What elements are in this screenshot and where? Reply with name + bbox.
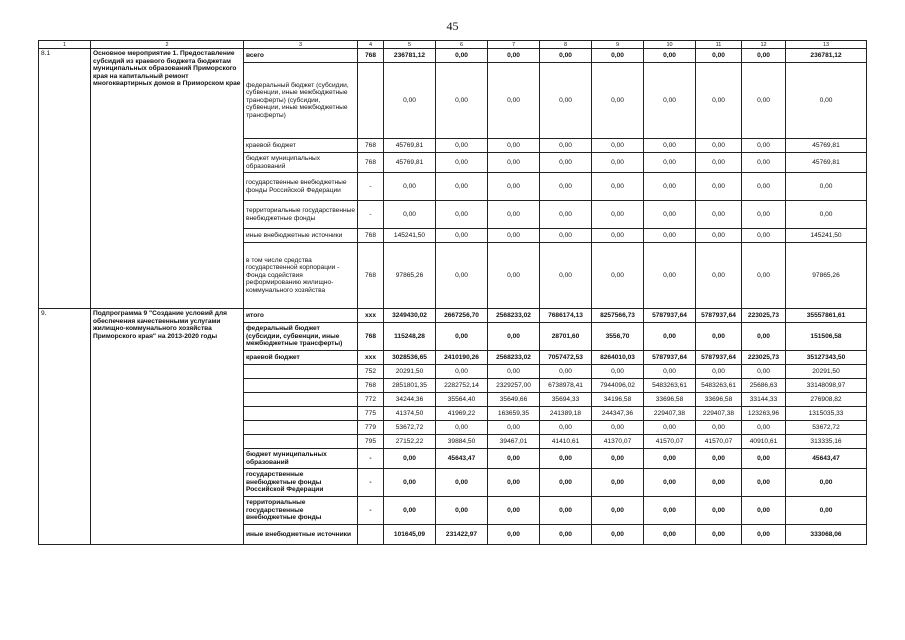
year-value: 0,00 bbox=[696, 525, 742, 545]
total-value: 45769,81 bbox=[786, 139, 867, 153]
total-value: 0,00 bbox=[786, 469, 867, 497]
year-value: 28701,60 bbox=[540, 323, 592, 351]
year-value: 115248,28 bbox=[384, 323, 436, 351]
year-value: 0,00 bbox=[540, 153, 592, 173]
year-value: 0,00 bbox=[644, 201, 696, 229]
column-number-1: 1 bbox=[39, 41, 91, 49]
year-value: 0,00 bbox=[644, 469, 696, 497]
year-value: 0,00 bbox=[592, 497, 644, 525]
year-value: 3556,70 bbox=[592, 323, 644, 351]
year-value: 0,00 bbox=[742, 153, 786, 173]
funding-source: государственные внебюджетные фонды Российской Федерации bbox=[244, 469, 358, 497]
year-value: 0,00 bbox=[742, 139, 786, 153]
year-value: 20291,50 bbox=[384, 365, 436, 379]
year-value: 0,00 bbox=[592, 525, 644, 545]
year-value: 241389,18 bbox=[540, 407, 592, 421]
total-value: 35557861,61 bbox=[786, 309, 867, 323]
year-value: 101645,09 bbox=[384, 525, 436, 545]
year-value: 0,00 bbox=[696, 139, 742, 153]
year-value: 0,00 bbox=[540, 449, 592, 469]
year-value: 45769,81 bbox=[384, 139, 436, 153]
year-value: 39467,01 bbox=[488, 435, 540, 449]
budget-code bbox=[358, 63, 384, 139]
year-value: 0,00 bbox=[436, 153, 488, 173]
year-value: 0,00 bbox=[384, 469, 436, 497]
year-value: 0,00 bbox=[488, 153, 540, 173]
funding-source: государственные внебюджетные фонды Российской Федерации bbox=[244, 173, 358, 201]
total-value: 313335,16 bbox=[786, 435, 867, 449]
year-value: 0,00 bbox=[540, 497, 592, 525]
year-value: 45643,47 bbox=[436, 449, 488, 469]
year-value: 2410190,26 bbox=[436, 351, 488, 365]
year-value: 0,00 bbox=[696, 63, 742, 139]
year-value: 0,00 bbox=[644, 49, 696, 63]
funding-source: итого bbox=[244, 309, 358, 323]
column-number-12: 12 bbox=[742, 41, 786, 49]
year-value: 0,00 bbox=[488, 365, 540, 379]
funding-source: бюджет муниципальных образований bbox=[244, 449, 358, 469]
year-value: 0,00 bbox=[540, 139, 592, 153]
budget-code: 768 bbox=[358, 323, 384, 351]
year-value: 33696,58 bbox=[644, 393, 696, 407]
total-value: 35127343,50 bbox=[786, 351, 867, 365]
year-value: 0,00 bbox=[488, 449, 540, 469]
year-value: 41969,22 bbox=[436, 407, 488, 421]
year-value: 0,00 bbox=[644, 421, 696, 435]
year-value: 0,00 bbox=[696, 243, 742, 309]
funding-source bbox=[244, 393, 358, 407]
budget-table bbox=[38, 40, 867, 545]
funding-source bbox=[244, 435, 358, 449]
year-value: 33144,33 bbox=[742, 393, 786, 407]
year-value: 0,00 bbox=[436, 323, 488, 351]
year-value: 0,00 bbox=[436, 229, 488, 243]
year-value: 0,00 bbox=[436, 365, 488, 379]
year-value: 0,00 bbox=[488, 323, 540, 351]
total-value: 0,00 bbox=[786, 497, 867, 525]
measure-8-1-row bbox=[39, 49, 867, 63]
budget-code: xxx bbox=[358, 309, 384, 323]
total-value: 236781,12 bbox=[786, 49, 867, 63]
budget-code: 779 bbox=[358, 421, 384, 435]
column-number-10: 10 bbox=[644, 41, 696, 49]
year-value: 0,00 bbox=[592, 139, 644, 153]
year-value: 45769,81 bbox=[384, 153, 436, 173]
year-value: 7944096,02 bbox=[592, 379, 644, 393]
funding-source: краевой бюджет bbox=[244, 139, 358, 153]
year-value: 236781,12 bbox=[384, 49, 436, 63]
year-value: 35564,40 bbox=[436, 393, 488, 407]
year-value: 0,00 bbox=[742, 49, 786, 63]
column-number-4: 4 bbox=[358, 41, 384, 49]
year-value: 0,00 bbox=[696, 365, 742, 379]
budget-code: 768 bbox=[358, 139, 384, 153]
total-value: 333068,06 bbox=[786, 525, 867, 545]
year-value: 0,00 bbox=[592, 449, 644, 469]
year-value: 2282752,14 bbox=[436, 379, 488, 393]
year-value: 5483263,61 bbox=[644, 379, 696, 393]
year-value: 33696,58 bbox=[696, 393, 742, 407]
year-value: 2568233,02 bbox=[488, 309, 540, 323]
column-number-7: 7 bbox=[488, 41, 540, 49]
column-number-8: 8 bbox=[540, 41, 592, 49]
budget-code: 768 bbox=[358, 379, 384, 393]
funding-source: краевой бюджет bbox=[244, 351, 358, 365]
year-value: 0,00 bbox=[488, 173, 540, 201]
year-value: 41370,07 bbox=[592, 435, 644, 449]
year-value: 27152,22 bbox=[384, 435, 436, 449]
year-value: 0,00 bbox=[696, 421, 742, 435]
year-value: 0,00 bbox=[696, 49, 742, 63]
year-value: 223025,73 bbox=[742, 309, 786, 323]
year-value: 5483263,61 bbox=[696, 379, 742, 393]
year-value: 0,00 bbox=[436, 139, 488, 153]
year-value: 0,00 bbox=[644, 525, 696, 545]
year-value: 0,00 bbox=[592, 469, 644, 497]
column-number-2: 2 bbox=[91, 41, 244, 49]
year-value: 0,00 bbox=[644, 153, 696, 173]
year-value: 145241,50 bbox=[384, 229, 436, 243]
year-value: 0,00 bbox=[592, 421, 644, 435]
budget-code: 795 bbox=[358, 435, 384, 449]
year-value: 0,00 bbox=[384, 449, 436, 469]
total-value: 145241,50 bbox=[786, 229, 867, 243]
total-value: 20291,50 bbox=[786, 365, 867, 379]
column-number-13: 13 bbox=[786, 41, 867, 49]
year-value: 7686174,13 bbox=[540, 309, 592, 323]
page-number: 45 bbox=[446, 19, 459, 33]
year-value: 0,00 bbox=[488, 525, 540, 545]
total-value: 53672,72 bbox=[786, 421, 867, 435]
item-number: 8.1 bbox=[39, 49, 91, 309]
year-value: 0,00 bbox=[384, 173, 436, 201]
budget-code: - bbox=[358, 469, 384, 497]
year-value: 0,00 bbox=[592, 153, 644, 173]
year-value: 0,00 bbox=[644, 323, 696, 351]
year-value: 0,00 bbox=[436, 201, 488, 229]
year-value: 0,00 bbox=[696, 449, 742, 469]
budget-code: 768 bbox=[358, 153, 384, 173]
year-value: 41570,07 bbox=[644, 435, 696, 449]
funding-source: бюджет муниципальных образований bbox=[244, 153, 358, 173]
budget-code: - bbox=[358, 449, 384, 469]
funding-source: в том числе средства государственной корпорации - Фонда содействия реформированию жилищно-коммунального хозяйства bbox=[244, 243, 358, 309]
year-value: 0,00 bbox=[488, 49, 540, 63]
year-value: 0,00 bbox=[540, 49, 592, 63]
item-number: 9. bbox=[39, 309, 91, 545]
year-value: 0,00 bbox=[540, 173, 592, 201]
budget-code: 768 bbox=[358, 49, 384, 63]
year-value: 0,00 bbox=[540, 63, 592, 139]
total-value: 45643,47 bbox=[786, 449, 867, 469]
year-value: 0,00 bbox=[644, 173, 696, 201]
year-value: 0,00 bbox=[436, 63, 488, 139]
item-title: Основное мероприятие 1. Предоставление субсидий из краевого бюджета бюджетам муниципальных образований Приморского края на капитальный ремонт многоквартирных домов в Приморском крае bbox=[91, 49, 244, 309]
year-value: 0,00 bbox=[644, 365, 696, 379]
year-value: 0,00 bbox=[742, 421, 786, 435]
year-value: 0,00 bbox=[540, 469, 592, 497]
funding-source: федеральный бюджет (субсидии, субвенции, иные межбюджетные трансферты) (субсидии, субвенции, иные межбюджетные трансферты) bbox=[244, 63, 358, 139]
year-value: 0,00 bbox=[696, 469, 742, 497]
funding-source bbox=[244, 421, 358, 435]
year-value: 0,00 bbox=[592, 173, 644, 201]
budget-code: 775 bbox=[358, 407, 384, 421]
year-value: 0,00 bbox=[592, 243, 644, 309]
year-value: 0,00 bbox=[644, 243, 696, 309]
year-value: 123263,96 bbox=[742, 407, 786, 421]
year-value: 0,00 bbox=[742, 63, 786, 139]
year-value: 0,00 bbox=[696, 323, 742, 351]
year-value: 5787937,64 bbox=[696, 309, 742, 323]
year-value: 0,00 bbox=[696, 173, 742, 201]
year-value: 223025,73 bbox=[742, 351, 786, 365]
total-value: 0,00 bbox=[786, 63, 867, 139]
year-value: 0,00 bbox=[488, 139, 540, 153]
year-value: 0,00 bbox=[742, 201, 786, 229]
year-value: 0,00 bbox=[644, 497, 696, 525]
year-value: 5787937,64 bbox=[696, 351, 742, 365]
year-value: 0,00 bbox=[488, 421, 540, 435]
year-value: 0,00 bbox=[742, 229, 786, 243]
budget-code: xxx bbox=[358, 351, 384, 365]
year-value: 0,00 bbox=[540, 201, 592, 229]
year-value: 0,00 bbox=[592, 229, 644, 243]
total-value: 45769,81 bbox=[786, 153, 867, 173]
funding-source bbox=[244, 365, 358, 379]
funding-source: территориальные государственные внебюджетные фонды bbox=[244, 497, 358, 525]
year-value: 25686,63 bbox=[742, 379, 786, 393]
item-title: Подпрограмма 9 "Создание условий для обеспечения качественными услугами жилищно-коммунального хозяйства Приморского края" на 2013-2020 годы bbox=[91, 309, 244, 545]
total-value: 0,00 bbox=[786, 173, 867, 201]
year-value: 0,00 bbox=[488, 469, 540, 497]
year-value: 0,00 bbox=[644, 63, 696, 139]
year-value: 2568233,02 bbox=[488, 351, 540, 365]
year-value: 35649,66 bbox=[488, 393, 540, 407]
year-value: 6738978,41 bbox=[540, 379, 592, 393]
year-value: 229407,38 bbox=[696, 407, 742, 421]
funding-source: иные внебюджетные источники bbox=[244, 525, 358, 545]
year-value: 0,00 bbox=[696, 153, 742, 173]
year-value: 163659,35 bbox=[488, 407, 540, 421]
year-value: 244347,36 bbox=[592, 407, 644, 421]
budget-code: 752 bbox=[358, 365, 384, 379]
year-value: 0,00 bbox=[436, 469, 488, 497]
year-value: 0,00 bbox=[436, 49, 488, 63]
year-value: 8264010,03 bbox=[592, 351, 644, 365]
total-value: 0,00 bbox=[786, 201, 867, 229]
year-value: 0,00 bbox=[696, 201, 742, 229]
year-value: 0,00 bbox=[742, 243, 786, 309]
year-value: 2667256,70 bbox=[436, 309, 488, 323]
year-value: 0,00 bbox=[384, 201, 436, 229]
year-value: 0,00 bbox=[436, 497, 488, 525]
year-value: 5787937,64 bbox=[644, 351, 696, 365]
budget-code: 768 bbox=[358, 243, 384, 309]
year-value: 0,00 bbox=[436, 243, 488, 309]
total-value: 151506,58 bbox=[786, 323, 867, 351]
year-value: 0,00 bbox=[540, 421, 592, 435]
subprogram-9-row bbox=[39, 309, 867, 323]
year-value: 0,00 bbox=[540, 525, 592, 545]
year-value: 0,00 bbox=[696, 229, 742, 243]
funding-source: территориальные государственные внебюджетные фонды bbox=[244, 201, 358, 229]
year-value: 0,00 bbox=[644, 139, 696, 153]
funding-source bbox=[244, 407, 358, 421]
year-value: 0,00 bbox=[488, 497, 540, 525]
year-value: 0,00 bbox=[436, 421, 488, 435]
budget-code bbox=[358, 525, 384, 545]
total-value: 33148098,97 bbox=[786, 379, 867, 393]
year-value: 0,00 bbox=[488, 229, 540, 243]
year-value: 40910,61 bbox=[742, 435, 786, 449]
year-value: 0,00 bbox=[742, 323, 786, 351]
year-value: 0,00 bbox=[540, 243, 592, 309]
budget-code: - bbox=[358, 173, 384, 201]
year-value: 0,00 bbox=[742, 525, 786, 545]
year-value: 53672,72 bbox=[384, 421, 436, 435]
year-value: 7057472,53 bbox=[540, 351, 592, 365]
year-value: 0,00 bbox=[488, 243, 540, 309]
year-value: 0,00 bbox=[644, 229, 696, 243]
year-value: 0,00 bbox=[384, 63, 436, 139]
column-number-11: 11 bbox=[696, 41, 742, 49]
year-value: 0,00 bbox=[488, 201, 540, 229]
year-value: 0,00 bbox=[742, 365, 786, 379]
year-value: 0,00 bbox=[592, 201, 644, 229]
budget-code: - bbox=[358, 201, 384, 229]
year-value: 8257566,73 bbox=[592, 309, 644, 323]
year-value: 0,00 bbox=[540, 365, 592, 379]
year-value: 0,00 bbox=[436, 173, 488, 201]
year-value: 41410,61 bbox=[540, 435, 592, 449]
year-value: 0,00 bbox=[742, 173, 786, 201]
year-value: 0,00 bbox=[644, 449, 696, 469]
column-number-6: 6 bbox=[436, 41, 488, 49]
year-value: 0,00 bbox=[592, 49, 644, 63]
year-value: 0,00 bbox=[592, 63, 644, 139]
year-value: 5787937,64 bbox=[644, 309, 696, 323]
budget-code: 768 bbox=[358, 229, 384, 243]
total-value: 97865,26 bbox=[786, 243, 867, 309]
year-value: 35694,33 bbox=[540, 393, 592, 407]
year-value: 0,00 bbox=[742, 469, 786, 497]
year-value: 97865,26 bbox=[384, 243, 436, 309]
year-value: 0,00 bbox=[696, 497, 742, 525]
year-value: 0,00 bbox=[742, 497, 786, 525]
year-value: 0,00 bbox=[742, 449, 786, 469]
year-value: 2329257,00 bbox=[488, 379, 540, 393]
year-value: 39884,50 bbox=[436, 435, 488, 449]
year-value: 0,00 bbox=[592, 365, 644, 379]
year-value: 231422,97 bbox=[436, 525, 488, 545]
year-value: 34244,36 bbox=[384, 393, 436, 407]
year-value: 2851801,35 bbox=[384, 379, 436, 393]
year-value: 41570,07 bbox=[696, 435, 742, 449]
column-number-9: 9 bbox=[592, 41, 644, 49]
year-value: 229407,38 bbox=[644, 407, 696, 421]
year-value: 3028536,65 bbox=[384, 351, 436, 365]
year-value: 0,00 bbox=[540, 229, 592, 243]
funding-source: всего bbox=[244, 49, 358, 63]
year-value: 0,00 bbox=[384, 497, 436, 525]
budget-code: 772 bbox=[358, 393, 384, 407]
year-value: 0,00 bbox=[488, 63, 540, 139]
total-value: 276908,82 bbox=[786, 393, 867, 407]
column-number-3: 3 bbox=[244, 41, 358, 49]
funding-source: федеральный бюджет (субсидии, субвенции, иные межбюджетные трансферты) bbox=[244, 323, 358, 351]
year-value: 41374,50 bbox=[384, 407, 436, 421]
year-value: 3249430,02 bbox=[384, 309, 436, 323]
funding-source: иные внебюджетные источники bbox=[244, 229, 358, 243]
total-value: 1315035,33 bbox=[786, 407, 867, 421]
budget-code: - bbox=[358, 497, 384, 525]
year-value: 34196,58 bbox=[592, 393, 644, 407]
funding-source bbox=[244, 379, 358, 393]
header-row bbox=[39, 41, 867, 49]
column-number-5: 5 bbox=[384, 41, 436, 49]
